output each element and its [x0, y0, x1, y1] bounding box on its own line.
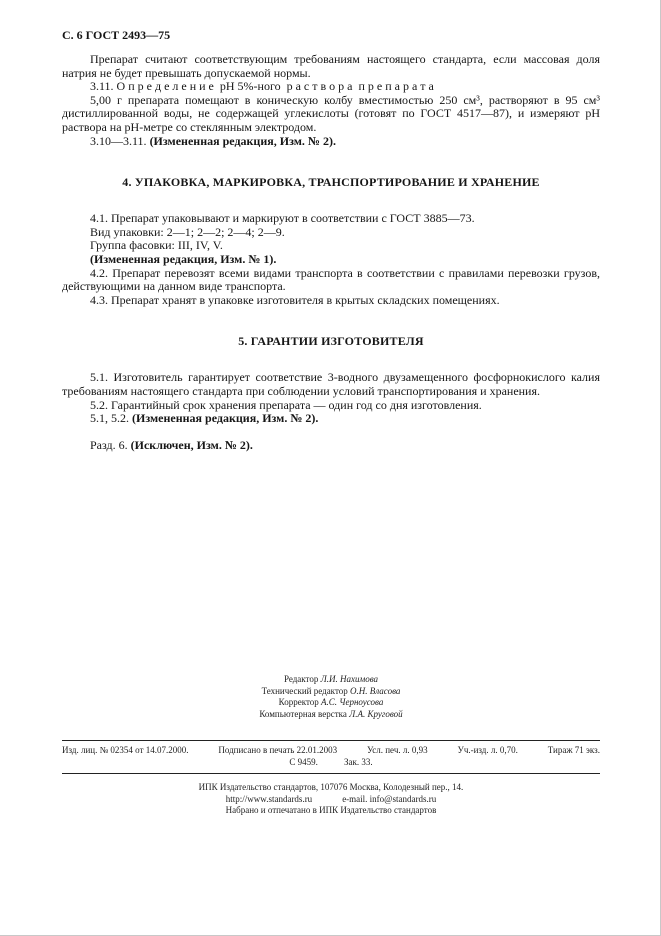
- corrector-label: Корректор: [278, 697, 322, 708]
- imprint-line-1: [62, 745, 600, 756]
- paragraph-packing-groups: Группа фасовки: III, IV, V.: [90, 238, 223, 253]
- clause-4-3: 4.3. Препарат хранят в упаковке изготовителя в крытых складских помещениях.: [90, 292, 500, 307]
- paragraph-packaging-types: Вид упаковки: 2—1; 2—2; 2—4; 2—9.: [90, 224, 285, 239]
- colophon-corrector-line: [62, 697, 600, 709]
- colophon-editor-line: [62, 674, 600, 686]
- imprint-license: Изд. лиц. № 02354 от 14.07.2000.: [62, 745, 189, 756]
- publisher-block: [62, 782, 600, 817]
- publisher-address: ИПК Издательство стандартов, 107076 Москва, Колодезный пер., 14.: [198, 782, 464, 793]
- imprint-order-number: Зак. 33.: [343, 757, 373, 768]
- publisher-contacts: [62, 794, 600, 806]
- razd6-prefix: Разд. 6.: [90, 437, 131, 452]
- section-6-excluded-note: [62, 439, 600, 453]
- paragraph-conformity: Препарат считают соответствующим требованиям настоящего стандарта, если массовая доля натрия не будет превышать допускаемой нормы.: [62, 52, 600, 80]
- section-5-title: 5. ГАРАНТИИ ИЗГОТОВИТЕЛЯ: [238, 334, 424, 349]
- amendment-prefix: 5.1, 5.2.: [90, 411, 132, 426]
- divider: [62, 740, 600, 741]
- clause-3-11-heading: 3.11. О п р е д е л е н и е pH 5%-ного р а с т в о р а п р е п а р а т а: [90, 79, 434, 94]
- imprint-publishing-sheets: Уч.-изд. л. 0,70.: [457, 745, 518, 756]
- corrector-name: А.С. Черноусова: [321, 697, 384, 708]
- editor-label: Редактор: [283, 674, 321, 685]
- editor-name: Л.И. Нахимова: [320, 674, 379, 685]
- clause-4-1: 4.1. Препарат упаковывают и маркируют в соответствии с ГОСТ 3885—73.: [90, 211, 475, 226]
- layout-name: Л.А. Круговой: [349, 708, 403, 719]
- imprint-c-number: С 9459.: [289, 757, 318, 768]
- clause-5-1-5-2-amendment: [62, 412, 600, 426]
- page-header: С. 6 ГОСТ 2493—75: [62, 28, 171, 42]
- imprint-line-2: [62, 757, 600, 768]
- imprint-circulation: Тираж 71 экз.: [547, 745, 600, 756]
- clause-5-2: 5.2. Гарантийный срок хранения препарата — один год со дня изготовления.: [90, 397, 482, 412]
- amendment-note: (Измененная редакция, Изм. № 1).: [90, 251, 277, 266]
- amendment-prefix: 3.10—3.11.: [90, 133, 150, 148]
- colophon-layout-line: [62, 709, 600, 721]
- publisher-url: http://www.standards.ru: [225, 793, 313, 804]
- clause-4-2: 4.2. Препарат перевозят всеми видами транспорта в соответствии с правилами перевозки грузов, действующими на данном виде транспорта.: [62, 265, 600, 294]
- paragraph-procedure: 5,00 г препарата помещают в коническую колбу вместимостью 250 см³, растворяют в 95 см³ дистиллированной воды, не содержащей углекислоты (готовят по ГОСТ 4517—87), и измеряют pH раствора на pH-метре со стеклянным электродом.: [62, 92, 600, 134]
- imprint-signed-date: Подписано в печать 22.01.2003: [218, 745, 338, 756]
- tech-editor-name: О.Н. Власова: [350, 685, 401, 696]
- clause-5-1: 5.1. Изготовитель гарантирует соответствие 3-водного двузамещенного фосфорнокислого калия требованиям настоящего стандарта при соблюдении условий транспортирования и хранения.: [62, 370, 600, 398]
- razd6-note: (Исключен, Изм. № 2).: [130, 437, 253, 452]
- amendment-note: (Измененная редакция, Изм. № 2).: [149, 133, 336, 148]
- tech-editor-label: Технический редактор: [261, 685, 351, 696]
- imprint-printed-sheets: Усл. печ. л. 0,93: [366, 745, 428, 756]
- colophon-tech-editor-line: [62, 686, 600, 698]
- section-4-title: 4. УПАКОВКА, МАРКИРОВКА, ТРАНСПОРТИРОВАНИЕ И ХРАНЕНИЕ: [122, 175, 540, 190]
- publisher-printed-note: Набрано и отпечатано в ИПК Издательство стандартов: [225, 805, 437, 816]
- divider: [62, 773, 600, 774]
- section-4-amendment: [62, 253, 600, 267]
- layout-label: Компьютерная верстка: [259, 708, 350, 719]
- colophon: [62, 674, 600, 720]
- clause-3-10-3-11-amendment: [62, 135, 600, 149]
- amendment-note: (Измененная редакция, Изм. № 2).: [132, 411, 319, 426]
- publisher-email: e-mail. info@standards.ru: [342, 793, 437, 804]
